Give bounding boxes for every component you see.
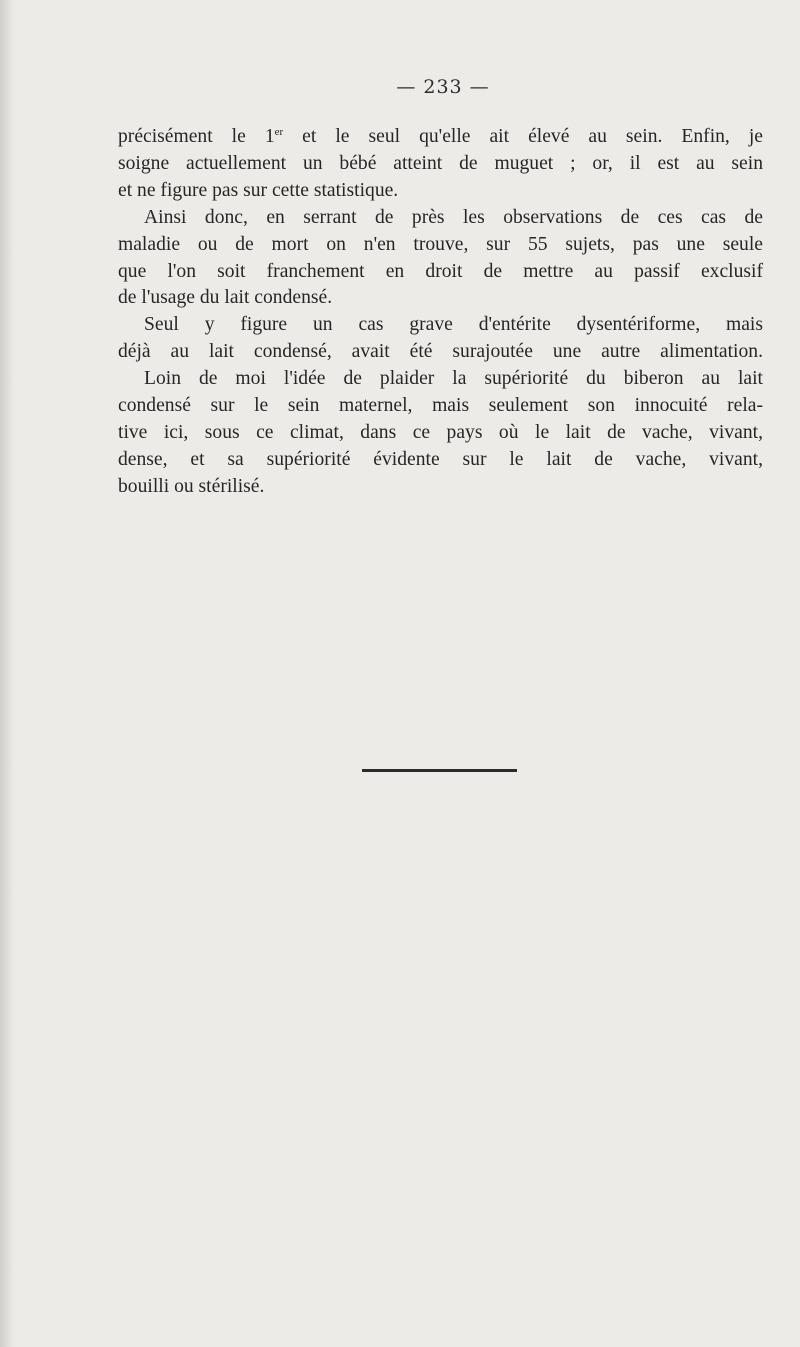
text-line: de l'usage du lait condensé. <box>118 287 333 309</box>
text-line: Loin de moi l'idée de plaider la supériorité du biberon au lait <box>144 368 763 390</box>
superscript: er <box>274 126 284 138</box>
text-line: condensé sur le sein maternel, mais seulement son innocuité rela- <box>118 395 763 417</box>
body-text <box>118 124 763 501</box>
text-line: et ne figure pas sur cette statistique. <box>118 179 399 201</box>
text-line: que l'on soit franchement en droit de mettre au passif exclusif <box>118 260 763 282</box>
text-line: précisément le 1er et le seul qu'elle ait élevé au sein. Enfin, je <box>118 126 763 147</box>
text-line: maladie ou de mort on n'en trouve, sur 55 sujets, pas une seule <box>118 233 763 255</box>
text-line: bouilli ou stérilisé. <box>118 475 265 497</box>
text-line: Ainsi donc, en serrant de près les observations de ces cas de <box>144 206 763 228</box>
text-line: déjà au lait condensé, avait été surajoutée une autre alimentation. <box>118 341 763 363</box>
text-line: Seul y figure un cas grave d'entérite dysentériforme, mais <box>144 314 763 336</box>
text-line: tive ici, sous ce climat, dans ce pays où le lait de vache, vivant, <box>118 421 763 443</box>
text-line: soigne actuellement un bébé atteint de muguet ; or, il est au sein <box>118 152 763 174</box>
section-divider-rule <box>362 769 517 772</box>
page-binding-edge <box>0 0 14 1347</box>
page-number: — 233 — <box>396 76 490 98</box>
text-line: dense, et sa supériorité évidente sur le lait de vache, vivant, <box>118 448 763 470</box>
